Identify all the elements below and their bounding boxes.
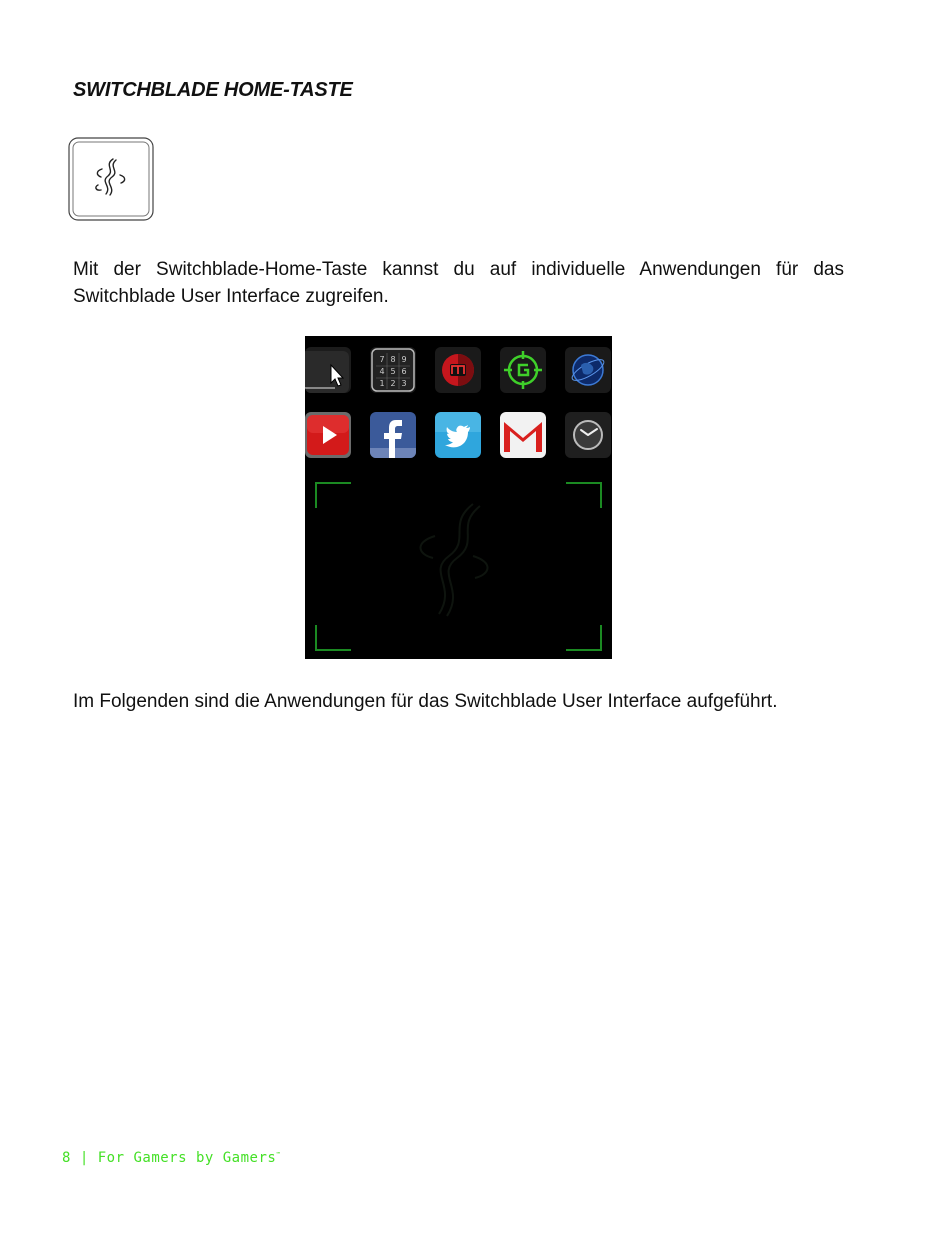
- numpad-digit: 1: [379, 379, 385, 388]
- page-number: 8: [62, 1150, 71, 1166]
- numpad-digit: 9: [401, 355, 407, 364]
- clock-icon[interactable]: [565, 412, 611, 458]
- footer-separator: |: [79, 1150, 89, 1166]
- web-browser-globe-icon[interactable]: [565, 347, 611, 393]
- numpad-digit: 4: [379, 367, 385, 376]
- facebook-icon[interactable]: [370, 412, 416, 458]
- footer-tagline: For Gamers by Gamers: [97, 1150, 277, 1166]
- trademark-symbol: ™: [276, 1151, 281, 1159]
- frame-corner: [566, 625, 602, 651]
- youtube-icon[interactable]: [305, 412, 351, 458]
- frame-corner: [315, 482, 351, 508]
- gmail-icon[interactable]: [500, 412, 546, 458]
- section-heading: SWITCHBLADE HOME-TASTE: [73, 79, 353, 101]
- razer-logo-key-icon: [68, 137, 154, 221]
- numpad-digit: 5: [390, 367, 396, 376]
- macro-m-icon[interactable]: [435, 347, 481, 393]
- numpad-digit: 8: [390, 355, 396, 364]
- twitter-icon[interactable]: [435, 412, 481, 458]
- razer-logo-watermark-icon: [385, 496, 525, 636]
- frame-corner: [315, 625, 351, 651]
- numpad-digit: 6: [401, 367, 407, 376]
- intro-paragraph: Mit der Switchblade-Home-Taste kannst du auf individuelle Anwendungen für das Switchblade User Interface zugreifen.: [73, 259, 844, 307]
- numpad-digit: 3: [401, 379, 407, 388]
- game-timer-target-icon[interactable]: [500, 347, 546, 393]
- page-footer: [62, 1150, 280, 1166]
- numpad-digit: 2: [390, 379, 396, 388]
- switchblade-screen: [305, 336, 612, 659]
- frame-corner: [566, 482, 602, 508]
- apps-list-paragraph: Im Folgenden sind die Anwendungen für das Switchblade User Interface aufgeführt.: [73, 691, 778, 712]
- numpad-digit: 7: [379, 355, 385, 364]
- trackpad-cursor-icon[interactable]: [305, 347, 351, 393]
- numpad-icon[interactable]: [370, 347, 416, 393]
